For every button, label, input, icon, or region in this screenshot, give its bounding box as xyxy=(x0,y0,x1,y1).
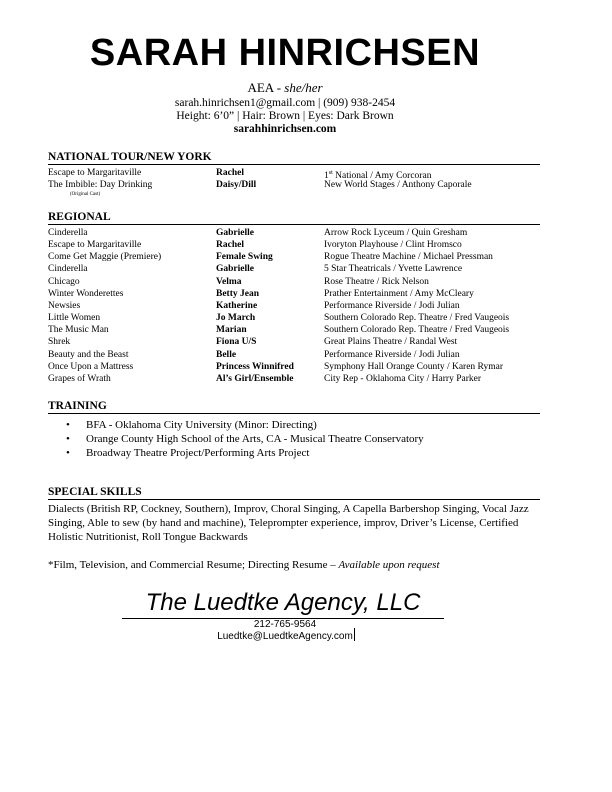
union-pronouns xyxy=(0,80,570,96)
credit-venue: Great Plains Theatre / Randal West xyxy=(324,337,458,348)
credit-row xyxy=(48,349,548,361)
credit-venue: Performance Riverside / Jodi Julian xyxy=(324,349,460,360)
credit-role: Gabrielle xyxy=(216,264,254,275)
section-title-regional: REGIONAL xyxy=(48,211,540,225)
credit-show: Cinderella xyxy=(48,228,88,238)
resume-availability-note xyxy=(48,558,548,572)
credit-venue: New World Stages / Anthony Caporale xyxy=(324,180,472,190)
credit-venue: Performance Riverside / Jodi Julian xyxy=(324,300,460,311)
section-title-training: TRAINING xyxy=(48,400,540,414)
credit-row xyxy=(48,227,548,239)
credit-row xyxy=(48,361,548,373)
credit-role: Belle xyxy=(216,349,237,360)
credit-show: Shrek xyxy=(48,337,71,348)
credit-show: Once Upon a Mattress xyxy=(48,361,134,372)
credit-row xyxy=(48,263,548,275)
credit-venue: Ivoryton Playhouse / Clint Hromsco xyxy=(324,240,462,251)
union-label: AEA - xyxy=(247,80,285,95)
credit-role: Female Swing xyxy=(216,252,273,263)
credit-venue: Arrow Rock Lyceum / Quin Gresham xyxy=(324,228,468,238)
footnote-text: *Film, Television, and Commercial Resume; Directing Resume – xyxy=(48,559,339,571)
credit-row xyxy=(48,251,548,263)
performer-name: SARAH HINRICHSEN xyxy=(89,32,481,74)
credit-venue: Rose Theatre / Rick Nelson xyxy=(324,276,429,287)
credit-show: The Imbible: Day Drinking xyxy=(48,180,153,190)
credit-row xyxy=(48,239,548,251)
credit-role: Katherine xyxy=(216,300,258,311)
website-link[interactable]: sarahhinrichsen.com xyxy=(233,123,337,135)
credit-role: Gabrielle xyxy=(216,228,254,238)
credit-venue: Symphony Hall Orange County / Karen Rymar xyxy=(324,361,504,372)
credit-show: The Music Man xyxy=(48,325,109,336)
contact-info: sarah.hinrichsen1@gmail.com | (909) 938-2454 xyxy=(174,97,396,109)
agency-name: The Luedtke Agency, LLC xyxy=(122,588,444,619)
credit-role: Daisy/Dill xyxy=(216,180,257,190)
credit-role: Al’s Girl/Ensemble xyxy=(216,373,294,384)
credit-show: Escape to Margaritaville xyxy=(48,240,142,251)
credit-row xyxy=(48,167,548,182)
credit-venue: Southern Colorado Rep. Theatre / Fred Vaugeois xyxy=(324,325,510,336)
credit-role: Rachel xyxy=(216,168,244,178)
credit-venue: Prather Entertainment / Amy McCleary xyxy=(324,288,474,299)
training-item: • Broadway Theatre Project/Performing Arts Project xyxy=(48,446,424,460)
training-item: • Orange County High School of the Arts, CA - Musical Theatre Conservatory xyxy=(48,432,424,446)
credit-show: Winter Wonderettes xyxy=(48,288,124,299)
credit-row xyxy=(48,373,548,385)
credit-show: Cinderella xyxy=(48,264,88,275)
agency-phone: 212-765-9564 xyxy=(253,619,317,630)
agency-email[interactable]: Luedtke@LuedtkeAgency.com xyxy=(217,631,353,642)
credit-show: Little Women xyxy=(48,313,101,324)
venue-number: 1 xyxy=(324,171,329,182)
credit-venue: 5 Star Theatricals / Yvette Lawrence xyxy=(324,264,463,275)
credit-show: Chicago xyxy=(48,276,80,287)
credit-venue: Southern Colorado Rep. Theatre / Fred Vaugeois xyxy=(324,313,510,324)
credit-role: Marian xyxy=(216,325,247,336)
credit-show: Come Get Maggie (Premiere) xyxy=(48,252,162,263)
credit-show: Escape to Margaritaville xyxy=(48,168,142,178)
credit-row xyxy=(48,336,548,348)
credit-row xyxy=(48,179,548,191)
training-item: • BFA - Oklahoma City University (Minor: Directing) xyxy=(48,418,424,432)
credit-show: Grapes of Wrath xyxy=(48,373,111,384)
credit-role: Jo March xyxy=(216,313,256,324)
credit-role: Princess Winnifred xyxy=(216,361,294,372)
venue-ordinal: st xyxy=(328,170,333,176)
special-skills-text: Dialects (British RP, Cockney, Southern), Improv, Choral Singing, A Capella Barbershop Singing, Vocal Jazz Singing, Able to sew (by hand and machine), Teleprompter experience, improv, Driver’s License, Certified Holistic Nutritionist, Roll Tongue Backwards xyxy=(48,503,529,543)
text-cursor xyxy=(354,628,355,641)
credit-show: Newsies xyxy=(48,300,81,311)
credit-row xyxy=(48,276,548,288)
physical-stats: Height: 6’0” | Hair: Brown | Eyes: Dark Brown xyxy=(176,110,394,122)
credit-show: Beauty and the Beast xyxy=(48,349,129,360)
original-cast-note: (Original Cast) xyxy=(70,192,101,197)
credit-role: Fiona U/S xyxy=(216,337,257,348)
credit-role: Velma xyxy=(216,276,242,287)
credit-venue: Rogue Theatre Machine / Michael Pressman xyxy=(324,252,493,263)
credit-role: Betty Jean xyxy=(216,288,260,299)
credit-row xyxy=(48,288,548,300)
credit-row xyxy=(48,324,548,336)
section-title-national: NATIONAL TOUR/NEW YORK xyxy=(48,151,540,165)
training-list xyxy=(48,418,424,460)
venue-text: National / Amy Corcoran xyxy=(332,171,432,182)
credit-row xyxy=(48,312,548,324)
credit-row xyxy=(48,300,548,312)
section-title-skills: SPECIAL SKILLS xyxy=(48,486,540,500)
credit-role: Rachel xyxy=(216,240,244,251)
pronouns: she/her xyxy=(284,80,323,95)
credit-venue: City Rep - Oklahoma City / Harry Parker xyxy=(324,373,481,384)
footnote-italic: Available upon request xyxy=(338,559,440,571)
